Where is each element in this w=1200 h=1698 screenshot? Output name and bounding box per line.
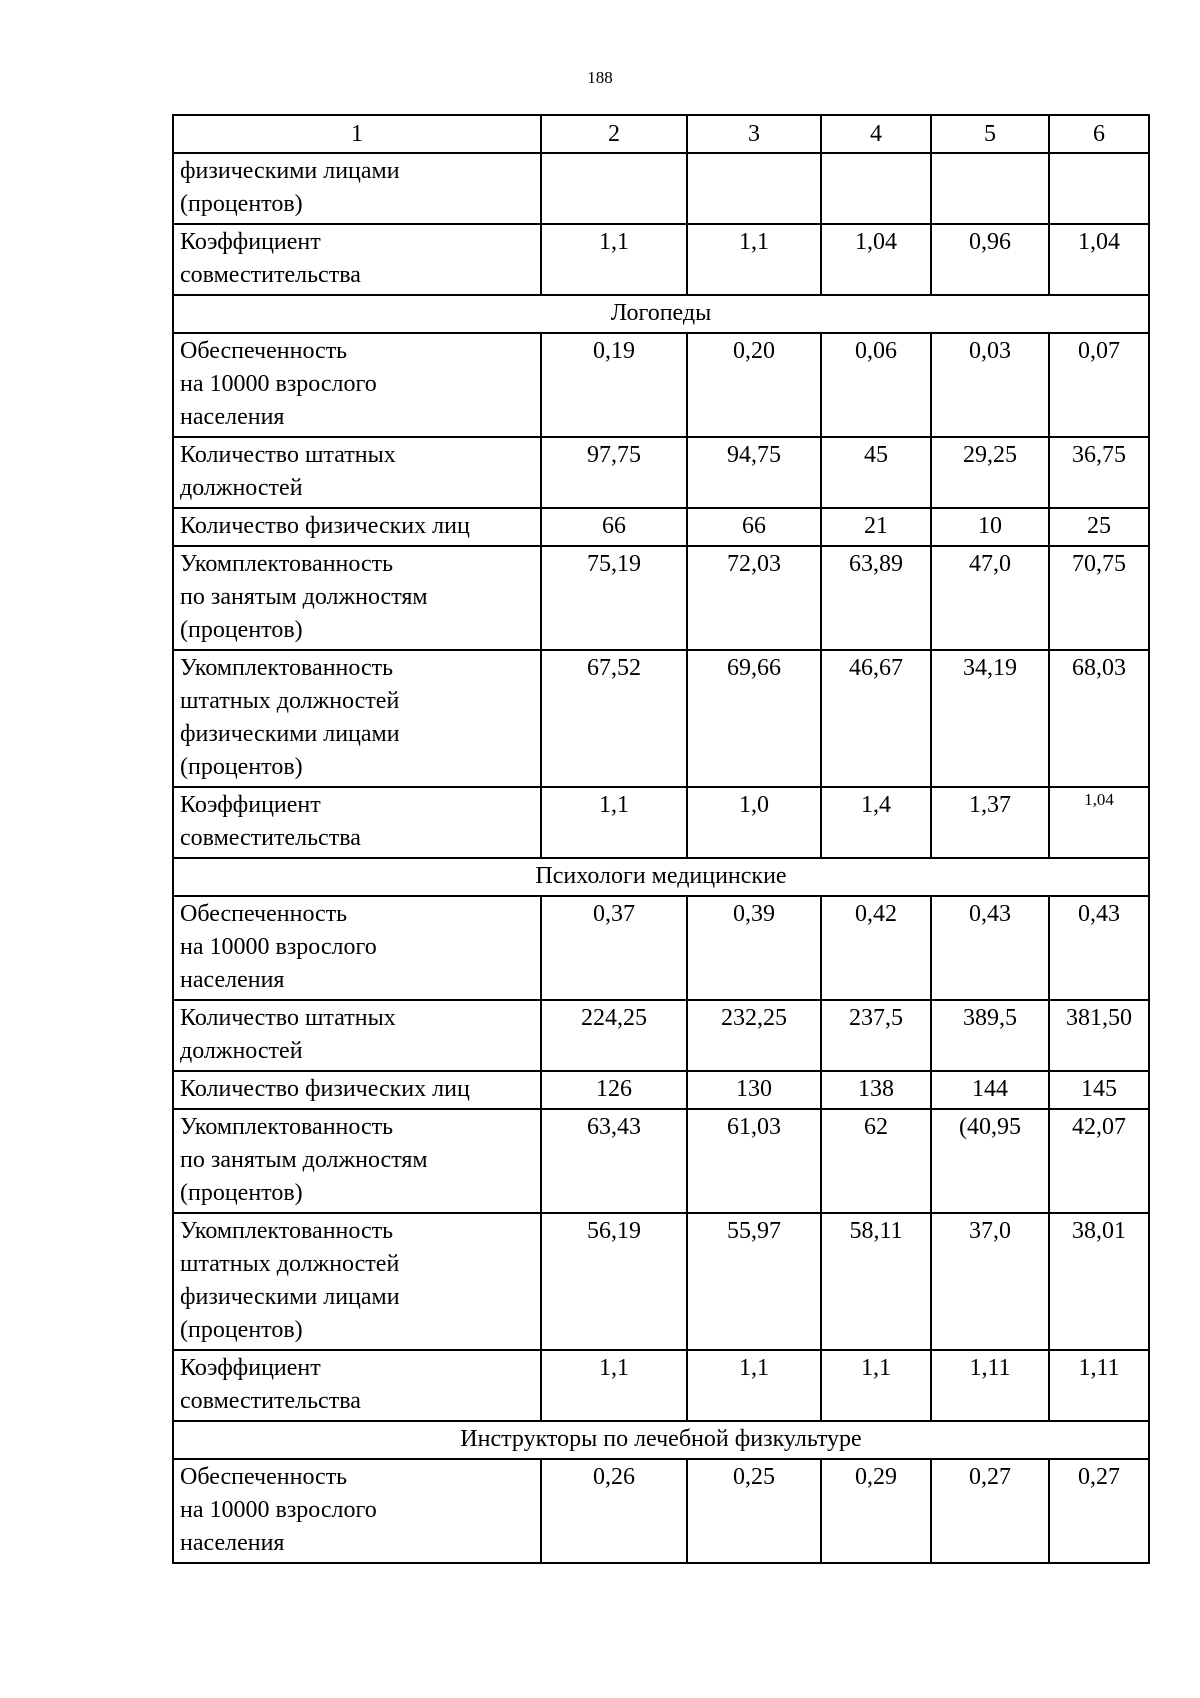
table-cell bbox=[931, 153, 1049, 224]
row-label: Обеспеченность на 10000 взрослого населения bbox=[173, 1459, 541, 1563]
table-cell: 63,43 bbox=[541, 1109, 687, 1213]
table-cell: 389,5 bbox=[931, 1000, 1049, 1071]
table-cell: 45 bbox=[821, 437, 931, 508]
section-title: Психологи медицинские bbox=[173, 858, 1149, 896]
table-cell: 145 bbox=[1049, 1071, 1149, 1109]
table-row bbox=[173, 508, 1149, 546]
table-cell: 138 bbox=[821, 1071, 931, 1109]
table-cell: 0,03 bbox=[931, 333, 1049, 437]
table-cell: 36,75 bbox=[1049, 437, 1149, 508]
row-label: Укомплектованность по занятым должностям (процентов) bbox=[173, 1109, 541, 1213]
table-cell: 0,19 bbox=[541, 333, 687, 437]
section-header-row bbox=[173, 858, 1149, 896]
table-cell: 381,50 bbox=[1049, 1000, 1149, 1071]
table-row bbox=[173, 896, 1149, 1000]
table-cell: 0,39 bbox=[687, 896, 821, 1000]
table-cell: 47,0 bbox=[931, 546, 1049, 650]
table-cell: 97,75 bbox=[541, 437, 687, 508]
table-cell: 1,04 bbox=[1049, 787, 1149, 858]
table-body bbox=[173, 153, 1149, 1563]
table-cell: 232,25 bbox=[687, 1000, 821, 1071]
row-label: Количество штатных должностей bbox=[173, 1000, 541, 1071]
table-cell: 0,06 bbox=[821, 333, 931, 437]
table-cell: 0,42 bbox=[821, 896, 931, 1000]
table-cell: 63,89 bbox=[821, 546, 931, 650]
table-row bbox=[173, 1109, 1149, 1213]
table-cell: 42,07 bbox=[1049, 1109, 1149, 1213]
table-row bbox=[173, 1350, 1149, 1421]
table-cell: 72,03 bbox=[687, 546, 821, 650]
row-label: Количество штатных должностей bbox=[173, 437, 541, 508]
table-cell: 1,11 bbox=[931, 1350, 1049, 1421]
table-cell: 61,03 bbox=[687, 1109, 821, 1213]
row-label: Количество физических лиц bbox=[173, 508, 541, 546]
row-label: Укомплектованность по занятым должностям (процентов) bbox=[173, 546, 541, 650]
table-cell bbox=[541, 153, 687, 224]
table-cell: 55,97 bbox=[687, 1213, 821, 1350]
table-cell: 75,19 bbox=[541, 546, 687, 650]
table-row bbox=[173, 1459, 1149, 1563]
row-label: Количество физических лиц bbox=[173, 1071, 541, 1109]
table-cell: 66 bbox=[687, 508, 821, 546]
table-row bbox=[173, 1213, 1149, 1350]
table-row bbox=[173, 437, 1149, 508]
row-label: физическими лицами (процентов) bbox=[173, 153, 541, 224]
table-cell: 0,25 bbox=[687, 1459, 821, 1563]
table-cell: 1,4 bbox=[821, 787, 931, 858]
table-cell: 1,37 bbox=[931, 787, 1049, 858]
section-header-row bbox=[173, 1421, 1149, 1459]
table-cell: 1,1 bbox=[541, 787, 687, 858]
table-cell: 46,67 bbox=[821, 650, 931, 787]
table-row bbox=[173, 1000, 1149, 1071]
table-cell: 0,26 bbox=[541, 1459, 687, 1563]
table-row bbox=[173, 787, 1149, 858]
table-cell: 1,1 bbox=[821, 1350, 931, 1421]
column-header: 5 bbox=[931, 115, 1049, 153]
table-cell: 237,5 bbox=[821, 1000, 931, 1071]
table-row bbox=[173, 546, 1149, 650]
table-cell: 1,1 bbox=[541, 1350, 687, 1421]
table-cell: 68,03 bbox=[1049, 650, 1149, 787]
section-title: Инструкторы по лечебной физкультуре bbox=[173, 1421, 1149, 1459]
table-cell: 0,43 bbox=[1049, 896, 1149, 1000]
table-cell: 0,37 bbox=[541, 896, 687, 1000]
table-cell: 1,0 bbox=[687, 787, 821, 858]
table-row bbox=[173, 224, 1149, 295]
table-cell: 130 bbox=[687, 1071, 821, 1109]
table-cell: 10 bbox=[931, 508, 1049, 546]
table-cell bbox=[687, 153, 821, 224]
table-cell: 94,75 bbox=[687, 437, 821, 508]
table-cell: 29,25 bbox=[931, 437, 1049, 508]
table-header-row bbox=[173, 115, 1149, 153]
table-cell: 126 bbox=[541, 1071, 687, 1109]
table-cell: 1,04 bbox=[821, 224, 931, 295]
row-label: Укомплектованность штатных должностей физическими лицами (процентов) bbox=[173, 1213, 541, 1350]
row-label: Укомплектованность штатных должностей физическими лицами (процентов) bbox=[173, 650, 541, 787]
table-cell: 70,75 bbox=[1049, 546, 1149, 650]
table-cell: 0,27 bbox=[931, 1459, 1049, 1563]
table-cell: 34,19 bbox=[931, 650, 1049, 787]
row-label: Обеспеченность на 10000 взрослого населения bbox=[173, 333, 541, 437]
table-cell: 0,96 bbox=[931, 224, 1049, 295]
table-cell bbox=[821, 153, 931, 224]
page-number: 188 bbox=[587, 68, 613, 87]
row-label: Коэффициент совместительства bbox=[173, 224, 541, 295]
table-cell: 1,1 bbox=[687, 224, 821, 295]
table-cell: 1,04 bbox=[1049, 224, 1149, 295]
table-cell: 0,07 bbox=[1049, 333, 1149, 437]
table-cell: 1,11 bbox=[1049, 1350, 1149, 1421]
table-cell: 58,11 bbox=[821, 1213, 931, 1350]
table-row bbox=[173, 333, 1149, 437]
row-label: Коэффициент совместительства bbox=[173, 787, 541, 858]
table-cell: 56,19 bbox=[541, 1213, 687, 1350]
column-header: 3 bbox=[687, 115, 821, 153]
section-header-row bbox=[173, 295, 1149, 333]
table-cell: 21 bbox=[821, 508, 931, 546]
table-cell: 37,0 bbox=[931, 1213, 1049, 1350]
table-cell: 1,1 bbox=[541, 224, 687, 295]
column-header: 2 bbox=[541, 115, 687, 153]
table-row bbox=[173, 650, 1149, 787]
table-cell bbox=[1049, 153, 1149, 224]
row-label: Коэффициент совместительства bbox=[173, 1350, 541, 1421]
column-header: 1 bbox=[173, 115, 541, 153]
table-cell: (40,95 bbox=[931, 1109, 1049, 1213]
section-title: Логопеды bbox=[173, 295, 1149, 333]
table-cell: 66 bbox=[541, 508, 687, 546]
table-cell: 0,29 bbox=[821, 1459, 931, 1563]
table-cell: 38,01 bbox=[1049, 1213, 1149, 1350]
statistics-table bbox=[172, 114, 1150, 1564]
table-cell: 0,20 bbox=[687, 333, 821, 437]
table-cell: 144 bbox=[931, 1071, 1049, 1109]
table-row bbox=[173, 1071, 1149, 1109]
column-header: 4 bbox=[821, 115, 931, 153]
table-cell: 0,43 bbox=[931, 896, 1049, 1000]
row-label: Обеспеченность на 10000 взрослого населения bbox=[173, 896, 541, 1000]
column-header: 6 bbox=[1049, 115, 1149, 153]
table-cell: 69,66 bbox=[687, 650, 821, 787]
table-cell: 224,25 bbox=[541, 1000, 687, 1071]
table-cell: 25 bbox=[1049, 508, 1149, 546]
table-cell: 62 bbox=[821, 1109, 931, 1213]
table-cell: 1,1 bbox=[687, 1350, 821, 1421]
table-cell: 0,27 bbox=[1049, 1459, 1149, 1563]
table-row bbox=[173, 153, 1149, 224]
table-cell: 67,52 bbox=[541, 650, 687, 787]
